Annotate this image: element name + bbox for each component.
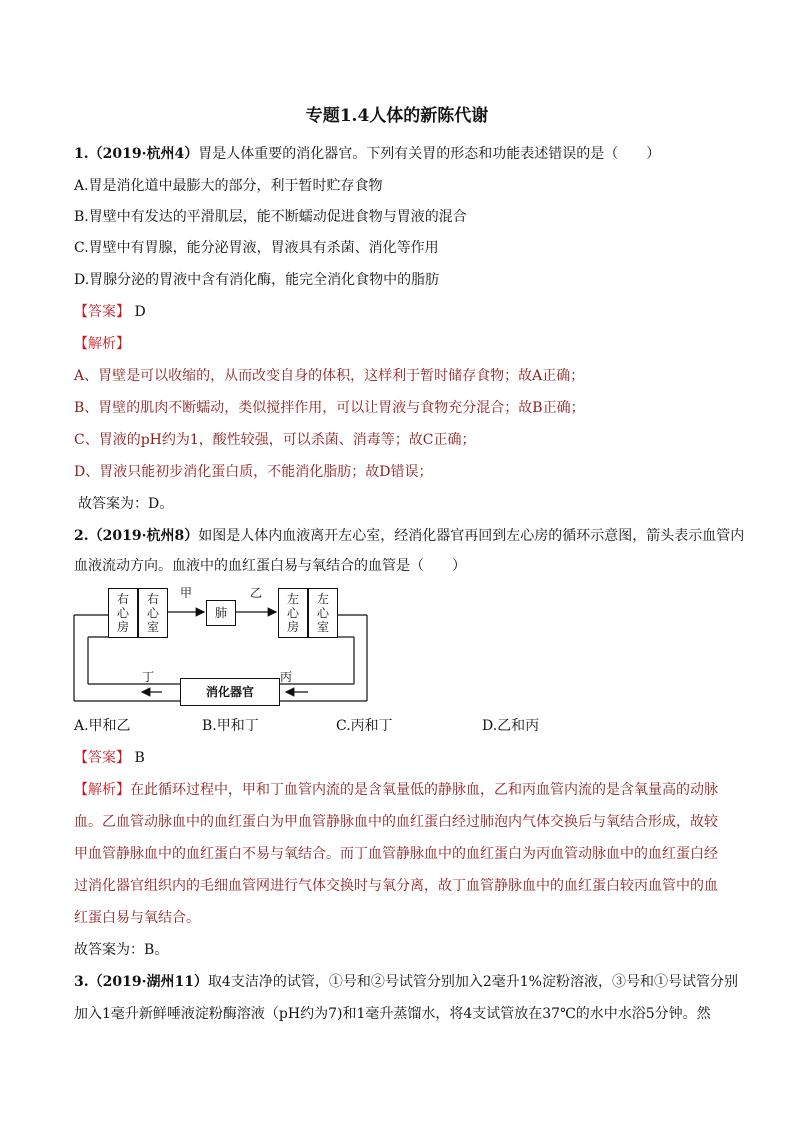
question-1-stem xyxy=(74,144,660,164)
q2-analysis-text-1: 在此循环过程中，甲和丁血管内流的是含氧量低的静脉血，乙和丙血管内流的是含氧量高的动脉 xyxy=(130,782,718,798)
q1-analysis-tag: 【解析】 xyxy=(74,336,130,352)
question-3-line-1 xyxy=(74,972,738,992)
q1-answer-value: D xyxy=(134,304,146,320)
label-ding: 丁 xyxy=(142,670,155,684)
q2-option-c: C.丙和丁 xyxy=(336,718,393,734)
question-2-text-1: 如图是人体内血液离开左心室，经消化器官再回到左心房的循环示意图，箭头表示血管内 xyxy=(198,528,745,544)
right-ventricle-char-1: 右 xyxy=(146,592,159,606)
q1-analysis-b: B、胃壁的肌肉不断蠕动，类似搅拌作用，可以让胃液与食物充分混合；故B正确； xyxy=(74,400,585,416)
right-atrium-char-3: 房 xyxy=(116,620,129,634)
q2-analysis-line-1 xyxy=(74,780,718,800)
q1-analysis-c: C、胃液的pH约为1，酸性较强，可以杀菌、消毒等；故C正确； xyxy=(74,432,476,448)
q2-analysis-tag: 【解析】 xyxy=(74,782,130,798)
q2-analysis-line-4: 过消化器官组织内的毛细血管网进行气体交换时与氧分离，故丁血管静脉血中的血红蛋白较丙血管中的血 xyxy=(74,878,718,894)
label-bing: 丙 xyxy=(280,670,293,684)
question-2-number: 2.（2019·杭州8） xyxy=(74,528,199,544)
q2-answer xyxy=(74,748,145,768)
question-3-line-2: 加入1毫升新鲜唾液淀粉酶溶液（pH约为7)和1毫升蒸馏水，将4支试管放在37℃的水中水浴5分钟。然 xyxy=(74,1006,711,1022)
label-yi: 乙 xyxy=(250,586,263,600)
q1-option-b: B.胃壁中有发达的平滑肌层，能不断蠕动促进食物与胃液的混合 xyxy=(74,209,467,225)
circulation-diagram xyxy=(72,582,372,706)
digestive-organ-box: 消化器官 xyxy=(180,678,280,706)
left-atrium-char-2: 心 xyxy=(286,606,299,620)
q2-option-b: B.甲和丁 xyxy=(202,718,259,734)
left-ventricle-char-2: 心 xyxy=(316,606,329,620)
q1-option-c: C.胃壁中有胃腺，能分泌胃液，胃液具有杀菌、消化等作用 xyxy=(74,240,439,256)
q1-answer xyxy=(74,302,146,322)
right-atrium-char-1: 右 xyxy=(116,592,129,606)
left-atrium-char-3: 房 xyxy=(286,620,299,634)
question-1-number: 1.（2019·杭州4） xyxy=(74,146,199,162)
left-atrium-char-1: 左 xyxy=(286,592,299,606)
question-3-number: 3.（2019·湖州11） xyxy=(74,974,208,990)
question-3-text-1: 取4支洁净的试管，①号和②号试管分别加入2毫升1%淀粉溶液，③号和①号试管分别 xyxy=(207,974,738,990)
left-atrium-box xyxy=(278,588,308,638)
right-ventricle-char-2: 心 xyxy=(146,606,159,620)
left-ventricle-char-3: 室 xyxy=(316,620,329,634)
left-ventricle-char-1: 左 xyxy=(316,592,329,606)
q1-answer-tag: 【答案】 xyxy=(74,304,130,320)
q2-analysis-line-5: 红蛋白易与氧结合。 xyxy=(74,910,200,926)
right-atrium-box xyxy=(108,588,138,638)
label-jia: 甲 xyxy=(180,586,193,600)
question-2-stem-line-1 xyxy=(74,526,744,546)
q1-conclusion: 故答案为：D。 xyxy=(78,496,174,512)
right-ventricle-box xyxy=(138,588,168,638)
left-ventricle-box xyxy=(308,588,338,638)
right-atrium-char-2: 心 xyxy=(116,606,129,620)
q1-option-d: D.胃腺分泌的胃液中含有消化酶，能完全消化食物中的脂肪 xyxy=(74,272,440,288)
lung-box: 肺 xyxy=(206,600,236,626)
q2-analysis-line-3: 甲血管静脉血中的血红蛋白不易与氧结合。而丁血管静脉血中的血红蛋白为丙血管动脉血中的血红蛋白经 xyxy=(74,846,718,862)
page-title: 专题1.4人体的新陈代谢 xyxy=(305,106,489,126)
q2-answer-value: B xyxy=(134,750,145,766)
q2-option-d: D.乙和丙 xyxy=(482,718,540,734)
q2-option-a: A.甲和乙 xyxy=(74,718,131,734)
q1-option-a: A.胃是消化道中最膨大的部分，利于暂时贮存食物 xyxy=(74,178,383,194)
q2-conclusion: 故答案为：B。 xyxy=(74,942,169,958)
q1-analysis-d: D、胃液只能初步消化蛋白质，不能消化脂肪；故D错误； xyxy=(74,464,433,480)
right-ventricle-char-3: 室 xyxy=(146,620,159,634)
q2-analysis-line-2: 血。乙血管动脉血中的血红蛋白为甲血管静脉血中的血红蛋白经过肺泡内气体交换后与氧结合形成，故较 xyxy=(74,814,718,830)
question-2-stem-line-2: 血液流动方向。血液中的血红蛋白易与氧结合的血管是（ ） xyxy=(74,558,466,574)
q1-analysis-a: A、胃壁是可以收缩的，从而改变自身的体积，这样利于暂时储存食物；故A正确； xyxy=(74,368,585,384)
question-1-text: 胃是人体重要的消化器官。下列有关胃的形态和功能表述错误的是（ ） xyxy=(198,146,661,162)
q2-answer-tag: 【答案】 xyxy=(74,750,130,766)
